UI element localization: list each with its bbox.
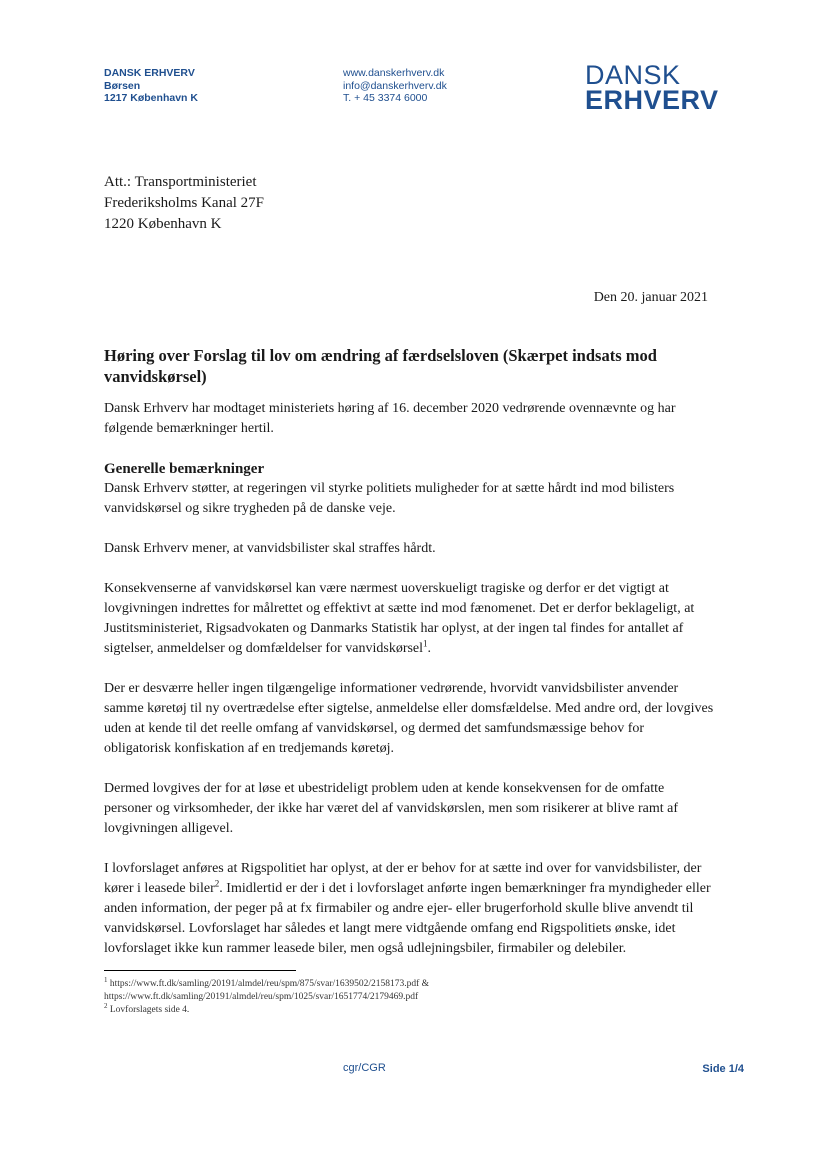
recipient-line: Att.: Transportministeriet: [104, 174, 257, 190]
recipient-line: Frederiksholms Kanal 27F: [104, 195, 264, 211]
website-link[interactable]: www.danskerhverv.dk: [343, 67, 445, 79]
letter-body: [104, 345, 714, 979]
footnote: [104, 1001, 664, 1017]
footnote-link[interactable]: https://www.ft.dk/samling/20191/almdel/reu/spm/875/svar/1639502/2158173.pdf & https://www.ft.dk/samling/20191/almdel/reu/spm/1025/svar/1651774/2179469.pdf: [104, 979, 430, 1002]
sender-name: DANSK ERHVERV: [104, 67, 195, 79]
paragraph-text: Konsekvenserne af vanvidskørsel kan være nærmest uoverskueligt tragiske og derfor er det vigtigt at lovgivningen indrettes for målrettet og effektivt at sætte ind mod fænomenet. Det er derfor beklageligt, at Justitsministeriet, Rigsadvokaten og Danmarks Statistik har oplyst, at der ingen tal findes for antallet af sigtelser, anmeldelser og domfældelser for vanvidskørsel: [104, 581, 695, 656]
footnote-ref[interactable]: 1: [423, 638, 428, 649]
contact-block: [343, 67, 447, 105]
paragraph: Dermed lovgives der for at løse et ubestrideligt problem uden at kende konsekvensen for de omfatte personer og virksomheder, der ikke har været del af vanvidskørslen, men som risikerer at blive ramt af lovgivningen alligevel.: [104, 781, 679, 836]
letter-date: Den 20. januar 2021: [593, 290, 708, 305]
section-heading: Generelle bemærkninger: [104, 461, 265, 477]
paragraph: [104, 579, 714, 659]
page-number: Side 1/4: [702, 1063, 744, 1075]
footnote-number: 2: [104, 1001, 108, 1010]
logo-line-2: ERHVERV: [585, 85, 719, 115]
sender-address-line: Børsen: [104, 79, 141, 92]
footnote-divider: [104, 970, 296, 971]
dansk-erhverv-logo: [585, 60, 719, 115]
logo-line-1: DANSK: [585, 60, 681, 90]
letter-title: Høring over Forslag til lov om ændring af færdselsloven (Skærpet indsats mod vanvidskørsel): [104, 346, 657, 386]
recipient-line: 1220 København K: [104, 216, 222, 232]
footnotes: [104, 975, 664, 1017]
paragraph: [104, 859, 714, 959]
footnote: [104, 975, 664, 1004]
sender-block: [104, 67, 198, 105]
paragraph: Der er desværre heller ingen tilgængelige informationer vedrørende, hvorvidt vanvidsbilister anvender samme køretøj til ny overtrædelse efter sigtelse, anmeldelse eller domsfældelse. Med andre ord, der lovgives uden at kende til det reelle omfang af vanvidskørsel, og dermed det samfundsmæssige behov for obligatorisk konfiskation af en tredjemands køretøj.: [104, 681, 714, 756]
footnote-ref[interactable]: 2: [214, 878, 220, 889]
recipient-address: [104, 172, 264, 235]
footnote-text: Lovforslagets side 4.: [109, 1005, 190, 1015]
paragraph: Dansk Erhverv støtter, at regeringen vil styrke politiets muligheder for at sætte hårdt ind mod bilisters vanvidskørsel og sikre trygheden på de danske veje.: [104, 481, 675, 516]
paragraph-text-end: .: [427, 641, 432, 656]
phone-number: T. + 45 3374 6000: [343, 92, 428, 104]
intro-paragraph: Dansk Erhverv har modtaget ministeriets høring af 16. december 2020 vedrørende ovennævnte og har følgende bemærkninger hertil.: [104, 401, 676, 436]
email-link[interactable]: info@danskerhverv.dk: [343, 79, 447, 92]
paragraph-text: . Imidlertid er der i det i lovforslaget anførte ingen bemærkninger fra myndigheder eller anden information, der peger på at fx firmabiler og andre ejer- eller brugerforhold skulle blive anvendt til vanvidskørsel. Lovforslaget har således et langt mere vidtgående omfang end Rigspolitiets ønske, idet lovforslaget ikke kun rammer leasede biler, men også udlejningsbiler, firmabiler og delebiler.: [104, 881, 711, 956]
sender-address-line: 1217 København K: [104, 92, 198, 104]
paragraph-text: I lovforslaget anføres at Rigspolitiet har oplyst, at der er behov for at sætte ind over for vanvidsbilister, der kører i leasede biler: [104, 861, 702, 896]
footer-initials: cgr/CGR: [343, 1062, 386, 1074]
footnote-number: 1: [104, 975, 108, 984]
paragraph: Dansk Erhverv mener, at vanvidsbilister skal straffes hårdt.: [104, 541, 436, 556]
